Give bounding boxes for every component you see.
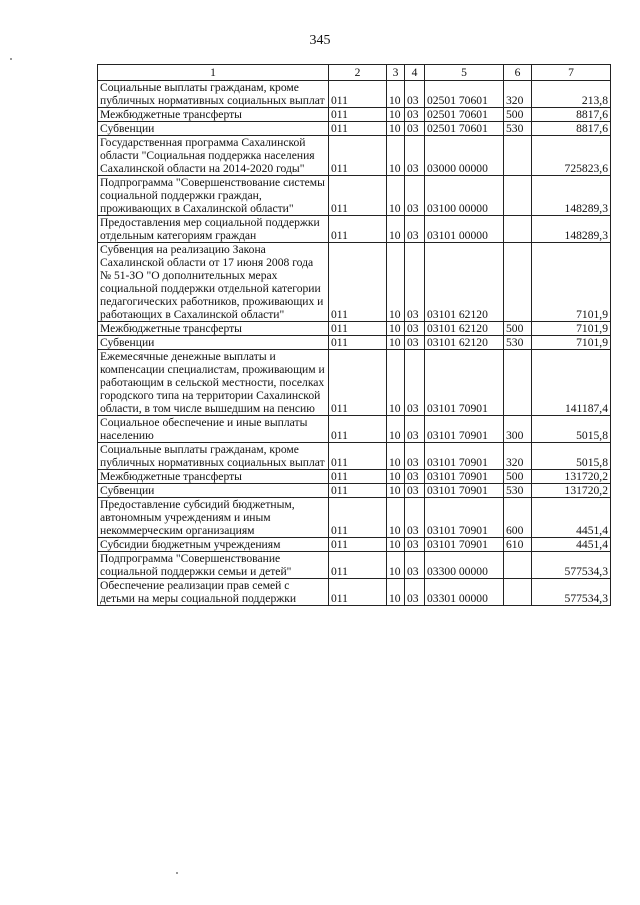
column-header: 5 xyxy=(425,65,504,81)
section-code: 10 xyxy=(387,484,405,498)
subsection-code: 03 xyxy=(405,122,425,136)
amount: 577534,3 xyxy=(532,579,611,606)
target-article-code: 03101 70901 xyxy=(425,443,504,470)
section-code: 10 xyxy=(387,552,405,579)
row-name: Субвенции xyxy=(98,122,329,136)
target-article-code: 02501 70601 xyxy=(425,81,504,108)
section-code: 10 xyxy=(387,108,405,122)
section-code: 10 xyxy=(387,136,405,176)
subsection-code: 03 xyxy=(405,552,425,579)
expense-type-code: 530 xyxy=(504,336,532,350)
target-article-code: 03101 70901 xyxy=(425,498,504,538)
expense-type-code xyxy=(504,350,532,416)
table-row xyxy=(98,498,611,538)
column-header: 6 xyxy=(504,65,532,81)
amount: 148289,3 xyxy=(532,216,611,243)
ministry-code: 011 xyxy=(329,176,387,216)
table-row xyxy=(98,216,611,243)
amount: 141187,4 xyxy=(532,350,611,416)
expense-type-code xyxy=(504,552,532,579)
section-code: 10 xyxy=(387,416,405,443)
ministry-code: 011 xyxy=(329,216,387,243)
column-header: 7 xyxy=(532,65,611,81)
section-code: 10 xyxy=(387,443,405,470)
section-code: 10 xyxy=(387,122,405,136)
table-row xyxy=(98,336,611,350)
section-code: 10 xyxy=(387,350,405,416)
expense-type-code: 610 xyxy=(504,538,532,552)
amount: 131720,2 xyxy=(532,470,611,484)
row-name: Межбюджетные трансферты xyxy=(98,108,329,122)
table-row xyxy=(98,122,611,136)
ministry-code: 011 xyxy=(329,552,387,579)
subsection-code: 03 xyxy=(405,538,425,552)
ministry-code: 011 xyxy=(329,416,387,443)
section-code: 10 xyxy=(387,322,405,336)
subsection-code: 03 xyxy=(405,81,425,108)
subsection-code: 03 xyxy=(405,336,425,350)
section-code: 10 xyxy=(387,176,405,216)
amount: 7101,9 xyxy=(532,336,611,350)
table-row xyxy=(98,443,611,470)
column-header: 3 xyxy=(387,65,405,81)
target-article-code: 03101 70901 xyxy=(425,416,504,443)
row-name: Социальное обеспечение и иные выплаты населению xyxy=(98,416,329,443)
target-article-code: 03101 00000 xyxy=(425,216,504,243)
ministry-code: 011 xyxy=(329,538,387,552)
ministry-code: 011 xyxy=(329,108,387,122)
row-name: Социальные выплаты гражданам, кроме публичных нормативных социальных выплат xyxy=(98,443,329,470)
amount: 148289,3 xyxy=(532,176,611,216)
row-name: Обеспечение реализации прав семей с детьми на меры социальной поддержки xyxy=(98,579,329,606)
amount: 5015,8 xyxy=(532,416,611,443)
table-row xyxy=(98,136,611,176)
target-article-code: 03101 70901 xyxy=(425,484,504,498)
amount: 725823,6 xyxy=(532,136,611,176)
expense-type-code: 530 xyxy=(504,122,532,136)
expense-type-code: 320 xyxy=(504,443,532,470)
expense-type-code xyxy=(504,176,532,216)
ministry-code: 011 xyxy=(329,81,387,108)
expense-type-code: 500 xyxy=(504,470,532,484)
target-article-code: 03101 62120 xyxy=(425,243,504,322)
target-article-code: 03101 62120 xyxy=(425,322,504,336)
expense-type-code xyxy=(504,216,532,243)
subsection-code: 03 xyxy=(405,470,425,484)
ministry-code: 011 xyxy=(329,350,387,416)
table-row xyxy=(98,81,611,108)
header-row xyxy=(98,65,611,81)
target-article-code: 03000 00000 xyxy=(425,136,504,176)
table-row xyxy=(98,579,611,606)
table-row xyxy=(98,176,611,216)
ministry-code: 011 xyxy=(329,484,387,498)
row-name: Предоставление субсидий бюджетным, автономным учреждениям и иным некоммерческим организациям xyxy=(98,498,329,538)
table-row xyxy=(98,470,611,484)
row-name: Подпрограмма "Совершенствование системы социальной поддержки граждан, проживающих в Сахалинской области" xyxy=(98,176,329,216)
table-row xyxy=(98,350,611,416)
row-name: Субвенция на реализацию Закона Сахалинской области от 17 июня 2008 года № 51-ЗО "О дополнительных мерах социальной поддержки отдельной категории педагогических работников, проживающих и работающих в Сахалинской области" xyxy=(98,243,329,322)
amount: 7101,9 xyxy=(532,322,611,336)
row-name: Межбюджетные трансферты xyxy=(98,322,329,336)
row-name: Субвенции xyxy=(98,484,329,498)
amount: 131720,2 xyxy=(532,484,611,498)
ministry-code: 011 xyxy=(329,122,387,136)
row-name: Субсидии бюджетным учреждениям xyxy=(98,538,329,552)
row-name: Государственная программа Сахалинской области "Социальная поддержка населения Сахалинской области на 2014-2020 годы" xyxy=(98,136,329,176)
expense-type-code: 600 xyxy=(504,498,532,538)
expense-type-code: 500 xyxy=(504,322,532,336)
subsection-code: 03 xyxy=(405,416,425,443)
scan-speck xyxy=(176,872,178,874)
target-article-code: 03301 00000 xyxy=(425,579,504,606)
ministry-code: 011 xyxy=(329,443,387,470)
ministry-code: 011 xyxy=(329,498,387,538)
row-name: Межбюджетные трансферты xyxy=(98,470,329,484)
amount: 8817,6 xyxy=(532,108,611,122)
ministry-code: 011 xyxy=(329,579,387,606)
table-row xyxy=(98,484,611,498)
target-article-code: 03300 00000 xyxy=(425,552,504,579)
ministry-code: 011 xyxy=(329,136,387,176)
column-header: 2 xyxy=(329,65,387,81)
table-row xyxy=(98,322,611,336)
ministry-code: 011 xyxy=(329,336,387,350)
section-code: 10 xyxy=(387,243,405,322)
section-code: 10 xyxy=(387,336,405,350)
subsection-code: 03 xyxy=(405,579,425,606)
section-code: 10 xyxy=(387,81,405,108)
ministry-code: 011 xyxy=(329,322,387,336)
column-header: 1 xyxy=(98,65,329,81)
subsection-code: 03 xyxy=(405,484,425,498)
table-row xyxy=(98,538,611,552)
table-row xyxy=(98,108,611,122)
target-article-code: 03101 70901 xyxy=(425,350,504,416)
amount: 213,8 xyxy=(532,81,611,108)
budget-table xyxy=(97,64,611,606)
subsection-code: 03 xyxy=(405,322,425,336)
expense-type-code: 300 xyxy=(504,416,532,443)
amount: 8817,6 xyxy=(532,122,611,136)
row-name: Социальные выплаты гражданам, кроме публичных нормативных социальных выплат xyxy=(98,81,329,108)
subsection-code: 03 xyxy=(405,136,425,176)
row-name: Предоставления мер социальной поддержки отдельным категориям граждан xyxy=(98,216,329,243)
table-row xyxy=(98,552,611,579)
section-code: 10 xyxy=(387,579,405,606)
subsection-code: 03 xyxy=(405,176,425,216)
section-code: 10 xyxy=(387,538,405,552)
amount: 577534,3 xyxy=(532,552,611,579)
amount: 5015,8 xyxy=(532,443,611,470)
subsection-code: 03 xyxy=(405,216,425,243)
amount: 4451,4 xyxy=(532,498,611,538)
scan-speck xyxy=(10,58,12,60)
column-header: 4 xyxy=(405,65,425,81)
ministry-code: 011 xyxy=(329,243,387,322)
expense-type-code xyxy=(504,579,532,606)
amount: 4451,4 xyxy=(532,538,611,552)
expense-type-code xyxy=(504,243,532,322)
subsection-code: 03 xyxy=(405,498,425,538)
row-name: Ежемесячные денежные выплаты и компенсации специалистам, проживающим и работающим в сельской местности, поселках городского типа на территории Сахалинской области, в том числе вышедшим на пенсию xyxy=(98,350,329,416)
expense-type-code: 320 xyxy=(504,81,532,108)
subsection-code: 03 xyxy=(405,243,425,322)
target-article-code: 03101 70901 xyxy=(425,470,504,484)
page-number: 345 xyxy=(309,33,331,48)
table-row xyxy=(98,243,611,322)
row-name: Подпрограмма "Совершенствование социальной поддержки семьи и детей" xyxy=(98,552,329,579)
target-article-code: 02501 70601 xyxy=(425,122,504,136)
expense-type-code xyxy=(504,136,532,176)
target-article-code: 03101 70901 xyxy=(425,538,504,552)
amount: 7101,9 xyxy=(532,243,611,322)
target-article-code: 03100 00000 xyxy=(425,176,504,216)
target-article-code: 02501 70601 xyxy=(425,108,504,122)
target-article-code: 03101 62120 xyxy=(425,336,504,350)
table-row xyxy=(98,416,611,443)
ministry-code: 011 xyxy=(329,470,387,484)
expense-type-code: 530 xyxy=(504,484,532,498)
subsection-code: 03 xyxy=(405,350,425,416)
subsection-code: 03 xyxy=(405,108,425,122)
row-name: Субвенции xyxy=(98,336,329,350)
section-code: 10 xyxy=(387,470,405,484)
expense-type-code: 500 xyxy=(504,108,532,122)
section-code: 10 xyxy=(387,498,405,538)
subsection-code: 03 xyxy=(405,443,425,470)
section-code: 10 xyxy=(387,216,405,243)
